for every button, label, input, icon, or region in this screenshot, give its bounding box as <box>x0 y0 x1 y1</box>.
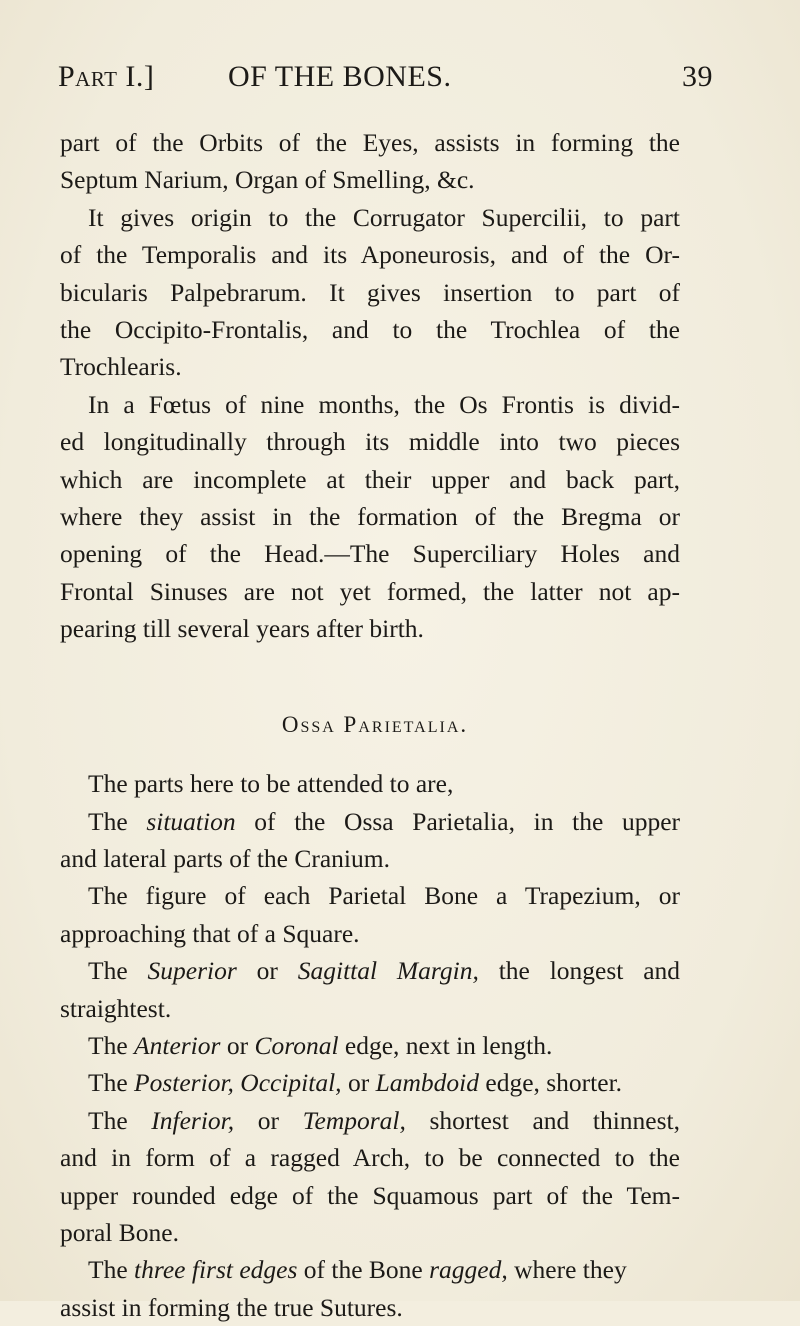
term-sagittal-margin: Sagittal Margin, <box>297 956 479 986</box>
text-line: bicularis Palpebrarum. It gives insertion to part of <box>60 277 680 307</box>
running-head-part: Part I.] <box>58 60 155 93</box>
term-coronal: Coronal <box>254 1030 339 1060</box>
text-line: The figure of each Parietal Bone a Trapezium, or <box>88 881 680 911</box>
text-line: straightest. <box>60 993 172 1023</box>
text-line: approaching that of a Square. <box>60 918 360 948</box>
text-line: pearing till several years after birth. <box>60 614 424 644</box>
text-line: and lateral parts of the Cranium. <box>60 843 390 873</box>
text-line: ed longitudinally through its middle into two pieces <box>60 427 680 457</box>
text-line: opening of the Head.—The Superciliary Holes and <box>60 539 680 569</box>
term-inferior: Inferior, <box>151 1105 235 1135</box>
page-number: 39 <box>682 60 713 93</box>
text-line: It gives origin to the Corrugator Supercilii, to part <box>88 202 680 232</box>
text-line: and in form of a ragged Arch, to be connected to the <box>60 1143 680 1173</box>
text-line: assist in forming the true Sutures. <box>60 1292 403 1322</box>
running-head <box>58 60 713 100</box>
section-heading: Ossa Parietalia. <box>281 711 469 737</box>
text-line: Trochlearis. <box>60 352 182 382</box>
term-anterior: Anterior <box>134 1030 221 1060</box>
text-line: The situation of the Ossa Parietalia, in the upper <box>88 806 681 836</box>
text-line: poral Bone. <box>60 1217 179 1247</box>
section-parietalia <box>60 765 680 1326</box>
running-head-title: OF THE BONES. <box>228 60 452 93</box>
text-line: The Inferior, or Temporal, shortest and thinnest, <box>88 1105 681 1135</box>
text-line: In a Fœtus of nine months, the Os Frontis is divid- <box>88 389 680 419</box>
text-line: of the Temporalis and its Aponeurosis, and of the Or- <box>60 240 680 270</box>
term-ragged: ragged, <box>429 1255 508 1285</box>
text-line: which are incomplete at their upper and back part, <box>60 464 680 494</box>
term-three-first-edges: three first edges <box>134 1255 298 1285</box>
text-line: The three first edges of the Bone ragged, where they <box>88 1255 627 1285</box>
body-text <box>60 124 680 1326</box>
text-line: where they assist in the formation of the Bregma or <box>60 502 680 532</box>
text-line: The Posterior, Occipital, or Lambdoid edge, shorter. <box>88 1068 623 1098</box>
term-occipital: Occipital, <box>240 1068 342 1098</box>
text-line: The parts here to be attended to are, <box>88 769 454 799</box>
term-lambdoid: Lambdoid <box>375 1068 479 1098</box>
term-situation: situation <box>146 806 236 836</box>
text-line: Frontal Sinuses are not yet formed, the latter not ap- <box>60 576 680 606</box>
term-posterior: Posterior, <box>134 1068 234 1098</box>
text-line: Septum Narium, Organ of Smelling, &c. <box>60 165 475 195</box>
text-line: upper rounded edge of the Squamous part of the Tem- <box>60 1180 680 1210</box>
text-line: part of the Orbits of the Eyes, assists in forming the <box>60 128 680 157</box>
text-line: the Occipito-Frontalis, and to the Trochlea of the <box>60 315 680 345</box>
paragraph-origin-insertion <box>60 199 680 386</box>
term-temporal: Temporal, <box>302 1105 406 1135</box>
text-line: The Anterior or Coronal edge, next in length. <box>88 1030 553 1060</box>
text-line: The Superior or Sagittal Margin, the longest and <box>88 956 681 986</box>
paragraph-orbits <box>60 124 680 199</box>
term-superior: Superior <box>147 956 237 986</box>
paragraph-foetus <box>60 386 680 648</box>
